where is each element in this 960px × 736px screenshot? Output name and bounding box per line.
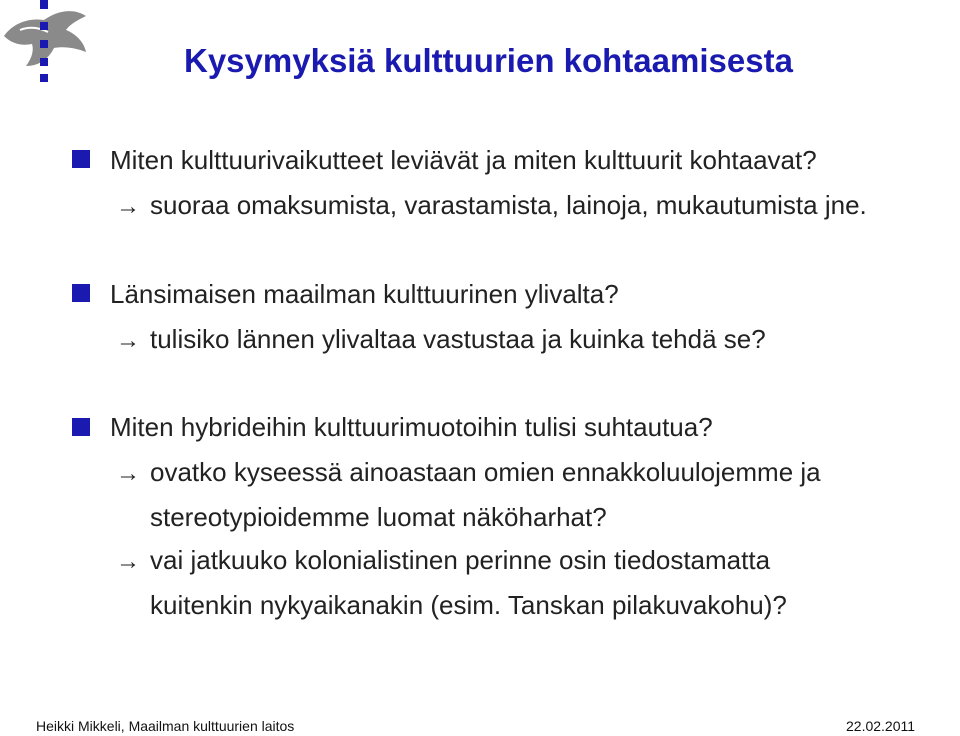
answer-1-text: suoraa omaksumista, varastamista, lainoja, mukautumista jne. bbox=[150, 190, 867, 220]
answer-3a-continuation: stereotypioidemme luomat näköharhat? bbox=[150, 502, 607, 532]
footer-author: Heikki Mikkeli, Maailman kulttuurien laitos bbox=[36, 718, 295, 734]
answer-3b-text: vai jatkuuko kolonialistinen perinne osin tiedostamatta bbox=[150, 545, 771, 575]
answer-2 bbox=[116, 324, 766, 356]
right-arrow-icon: → bbox=[116, 548, 140, 575]
footer-date: 22.02.2011 bbox=[846, 718, 916, 734]
answer-3b bbox=[116, 545, 770, 577]
answer-3a bbox=[116, 457, 821, 489]
square-bullet-icon bbox=[72, 150, 90, 168]
right-arrow-icon: → bbox=[116, 327, 140, 354]
right-arrow-icon: → bbox=[116, 460, 140, 487]
question-3: Miten hybrideihin kulttuurimuotoihin tulisi suhtautua? bbox=[110, 412, 713, 442]
square-bullet-icon bbox=[72, 284, 90, 302]
university-logo bbox=[0, 0, 96, 90]
question-2: Länsimaisen maailman kulttuurinen ylivalta? bbox=[110, 279, 619, 309]
question-1: Miten kulttuurivaikutteet leviävät ja miten kulttuurit kohtaavat? bbox=[110, 145, 817, 175]
slide-title: Kysymyksiä kulttuurien kohtaamisesta bbox=[184, 42, 793, 79]
right-arrow-icon: → bbox=[116, 193, 140, 220]
answer-3b-continuation: kuitenkin nykyaikanakin (esim. Tanskan pilakuvakohu)? bbox=[150, 590, 787, 620]
square-bullet-icon bbox=[72, 418, 90, 436]
answer-1 bbox=[116, 190, 867, 222]
answer-2-text: tulisiko lännen ylivaltaa vastustaa ja kuinka tehdä se? bbox=[150, 324, 766, 354]
answer-3a-text: ovatko kyseessä ainoastaan omien ennakkoluulojemme ja bbox=[150, 457, 821, 487]
